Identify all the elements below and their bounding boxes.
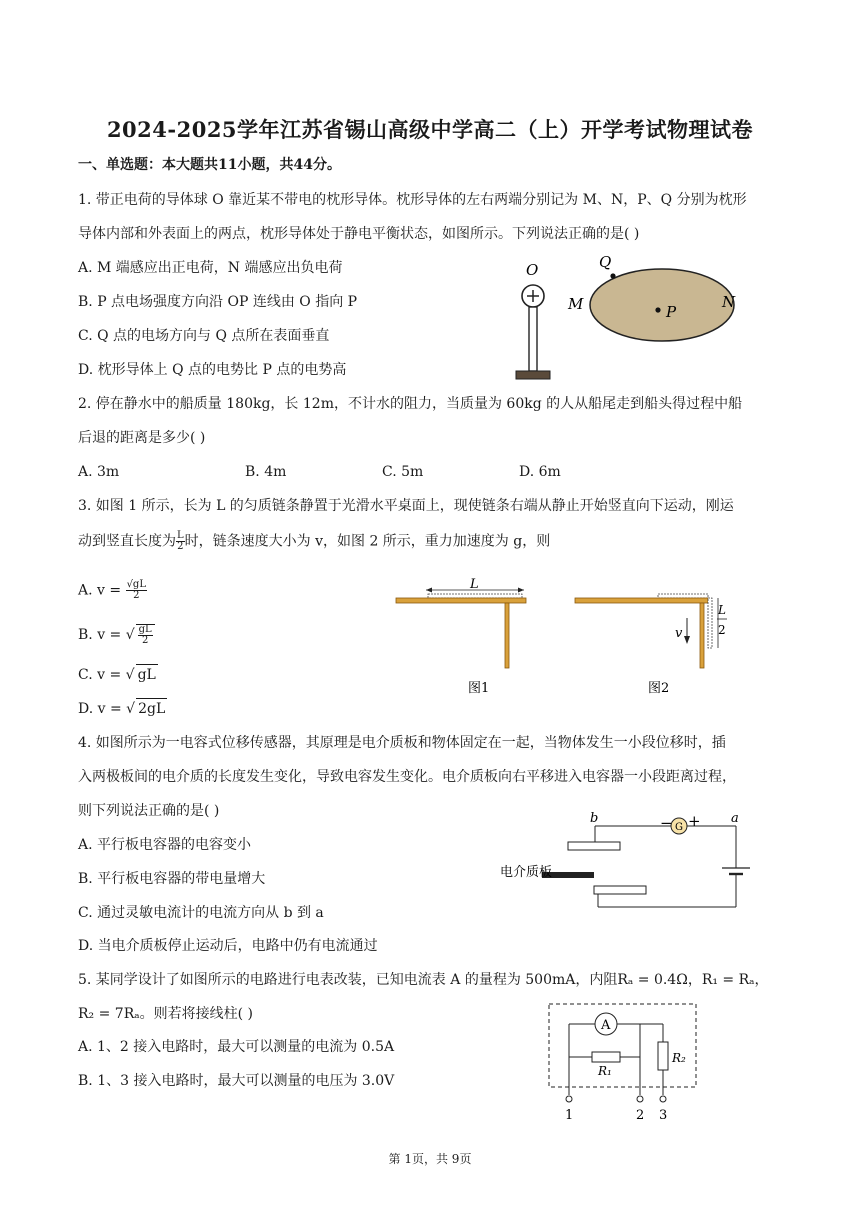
q1-option-d[interactable]: D. 枕形导体上 Q 点的电势比 P 点的电势高 <box>78 362 347 378</box>
q5-stem-line1: 5. 某同学设计了如图所示的电路进行电表改装，已知电流表 A 的量程为 500mA，内阻Rₐ = 0.4Ω，R₁ = Rₐ， <box>78 972 769 988</box>
dashed-box <box>549 1004 696 1087</box>
label-o: O <box>526 261 539 279</box>
terminal-3 <box>660 1096 666 1102</box>
ammeter-label: A <box>601 1018 611 1033</box>
label-dielectric: 电介质板 <box>500 865 553 880</box>
lower-plate <box>594 886 646 894</box>
q1-stem-line1: 1. 带正电荷的导体球 O 靠近某不带电的枕形导体。枕形导体的左右两端分别记为 M、N，P、Q 分别为枕形 <box>78 192 747 208</box>
stand-base <box>516 371 550 379</box>
table-top-2 <box>575 598 708 603</box>
q2-option-c[interactable]: C. 5m <box>382 464 424 480</box>
caption-figure-2: 图2 <box>648 681 670 696</box>
q1-option-b[interactable]: B. P 点电场强度方向沿 OP 连线由 O 指向 P <box>78 294 358 310</box>
q4-stem-line1: 4. 如图所示为一电容式位移传感器，其原理是电介质板和物体固定在一起，当物体发生一小段位移时，插 <box>78 735 726 751</box>
label-q: Q <box>599 255 612 271</box>
q5-option-a[interactable]: A. 1、2 接入电路时，最大可以测量的电流为 0.5A <box>78 1039 395 1055</box>
q3-stem-text-b: 时，链条速度大小为 v，如图 2 所示，重力加速度为 g，则 <box>184 533 551 550</box>
chain-remaining <box>658 594 708 598</box>
terminal-2 <box>637 1096 643 1102</box>
q4-capacitor-figure <box>500 810 760 920</box>
label-half-den: 2 <box>718 623 726 637</box>
label-n: N <box>722 293 736 311</box>
page-title: 2024-2025学年江苏省锡山高级中学高二（上）开学考试物理试卷 <box>106 117 754 142</box>
q3-fraction-l-over-2: $\frac{L}{2}$ <box>177 530 184 552</box>
insulating-stand <box>529 307 537 371</box>
table-top-1 <box>396 598 526 603</box>
q3-stem-line1: 3. 如图 1 所示，长为 L 的匀质链条静置于光滑水平桌面上，现使链条右端从静止开始竖直向下运动，刚运 <box>78 498 734 514</box>
resistor-r1 <box>592 1052 620 1062</box>
upper-plate <box>568 842 620 850</box>
q3-stem-line2 <box>78 531 550 552</box>
caption-figure-1: 图1 <box>468 681 490 696</box>
galvanometer-minus: − <box>660 814 673 832</box>
q3-option-b[interactable]: B. v = √ $\frac{gL}{2}$ <box>78 624 155 646</box>
q4-option-d[interactable]: D. 当电介质板停止运动后，电路中仍有电流通过 <box>78 938 378 954</box>
terminal-1-label: 1 <box>565 1108 574 1123</box>
page-footer: 第 1页，共 9页 <box>388 1152 472 1166</box>
q4-option-a[interactable]: A. 平行板电容器的电容变小 <box>78 837 252 853</box>
q1-conductor-figure <box>500 255 760 385</box>
resistor-r2 <box>658 1042 668 1070</box>
q2-stem-line1: 2. 停在静水中的船质量 180kg，长 12m，不计水的阻力，当质量为 60kg 的人从船尾走到船头得过程中船 <box>78 396 743 412</box>
label-velocity-v: v <box>675 626 683 641</box>
q2-option-b[interactable]: B. 4m <box>245 464 287 480</box>
r2-label: R₂ <box>672 1051 686 1065</box>
label-p: P <box>666 303 677 321</box>
q2-option-a[interactable]: A. 3m <box>78 464 120 480</box>
label-a: a <box>731 811 739 826</box>
chain-horizontal <box>428 594 522 598</box>
section-heading: 一、单选题：本大题共11小题，共44分。 <box>78 157 341 173</box>
label-length-l: L <box>470 578 479 592</box>
q1-stem-line2: 导体内部和外表面上的两点，枕形导体处于静电平衡状态，如图所示。下列说法正确的是( ) <box>78 226 640 242</box>
q4-option-b[interactable]: B. 平行板电容器的带电量增大 <box>78 871 266 887</box>
galvanometer-plus: + <box>688 812 701 830</box>
galvanometer-label: G <box>675 822 683 833</box>
q4-stem-line3: 则下列说法正确的是( ) <box>78 803 220 819</box>
q1-option-a[interactable]: A. M 端感应出正电荷，N 端感应出负电荷 <box>78 260 343 276</box>
label-b: b <box>590 811 599 826</box>
terminal-3-label: 3 <box>659 1108 668 1123</box>
point-p <box>655 307 660 312</box>
q2-stem-line2: 后退的距离是多少( ) <box>78 430 206 446</box>
q3-stem-text-a: 动到竖直长度为 <box>78 533 176 550</box>
q3-option-a[interactable]: A. v = $\frac{√gL}{2}$ <box>78 579 146 601</box>
point-q <box>610 273 615 278</box>
q4-stem-line2: 入两极板间的电介质的长度发生变化，导致电容发生变化。电介质板向右平移进入电容器一小段距离过程， <box>78 769 736 785</box>
q3-option-c[interactable]: C. v = √ gL <box>78 664 158 685</box>
q5-option-b[interactable]: B. 1、3 接入电路时，最大可以测量的电压为 3.0V <box>78 1073 395 1089</box>
q4-option-c[interactable]: C. 通过灵敏电流计的电流方向从 b 到 a <box>78 905 324 921</box>
table-leg-2 <box>700 603 704 668</box>
table-leg-1 <box>505 603 509 668</box>
terminal-2-label: 2 <box>636 1108 645 1123</box>
q1-option-c[interactable]: C. Q 点的电场方向与 Q 点所在表面垂直 <box>78 328 330 344</box>
pillow-conductor <box>590 269 734 341</box>
r1-label: R₁ <box>598 1064 612 1078</box>
q5-stem-line2: R₂ = 7Rₐ。则若将接线柱( ) <box>78 1006 254 1022</box>
q3-chain-figure <box>390 578 730 703</box>
q2-option-d[interactable]: D. 6m <box>519 464 561 480</box>
label-half-num: L <box>718 603 726 617</box>
q5-meter-circuit-figure <box>545 1000 710 1125</box>
label-m: M <box>568 295 584 313</box>
chain-hanging <box>708 598 712 648</box>
terminal-1 <box>566 1096 572 1102</box>
q3-option-d[interactable]: D. v = √ 2gL <box>78 698 167 719</box>
